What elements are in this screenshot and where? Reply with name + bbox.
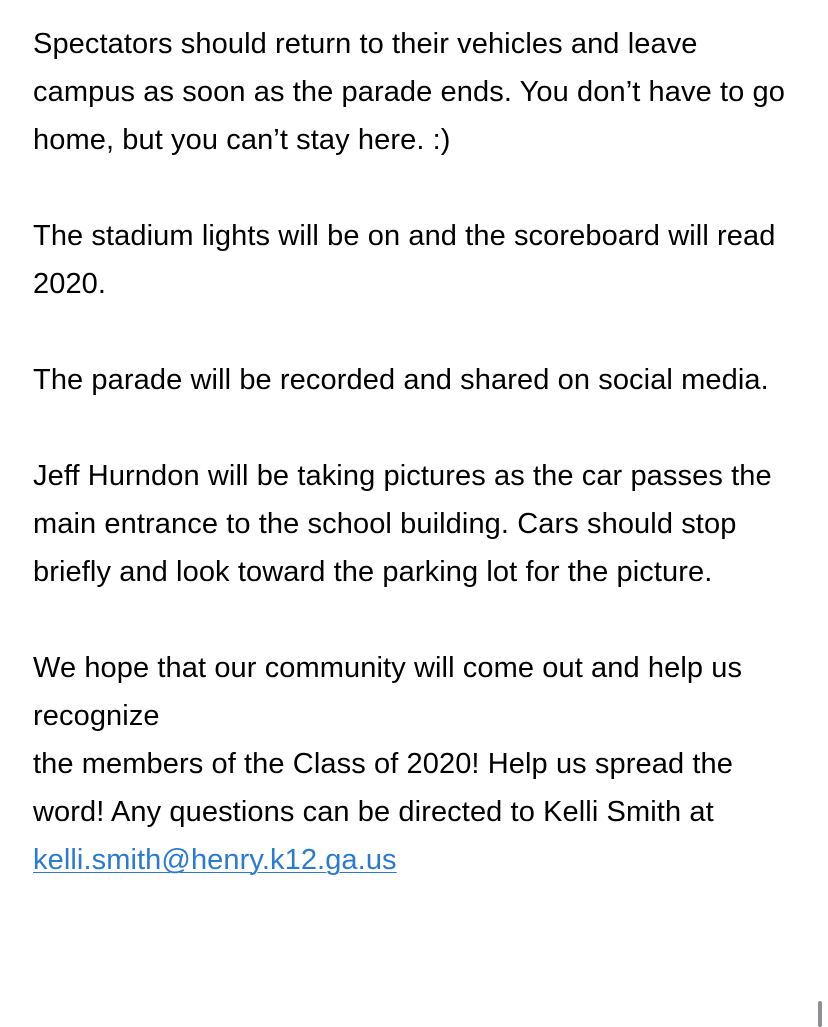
paragraph-recording: The parade will be recorded and shared on social media. bbox=[33, 364, 769, 396]
paragraph-pictures: Jeff Hurndon will be taking pictures as the car passes the main entrance to the school building. Cars should stop briefly and look toward the parking lot for the picture. bbox=[33, 460, 772, 588]
scroll-indicator[interactable] bbox=[818, 1001, 822, 1027]
closing-line-1: We hope that our community will come out and help us recognize bbox=[33, 652, 743, 732]
email-link[interactable]: kelli.smith@henry.k12.ga.us bbox=[33, 844, 397, 876]
closing-line-2: the members of the Class of 2020! Help us spread the word! Any questions can be directed to Kelli Smith at bbox=[33, 748, 733, 828]
paragraph-stadium-lights: The stadium lights will be on and the scoreboard will read 2020. bbox=[33, 220, 776, 300]
paragraph-spectators: Spectators should return to their vehicles and leave campus as soon as the parade ends. You don’t have to go home, but you can’t stay here. :) bbox=[33, 28, 785, 156]
message-body bbox=[33, 20, 803, 884]
paragraph-closing bbox=[33, 644, 803, 884]
